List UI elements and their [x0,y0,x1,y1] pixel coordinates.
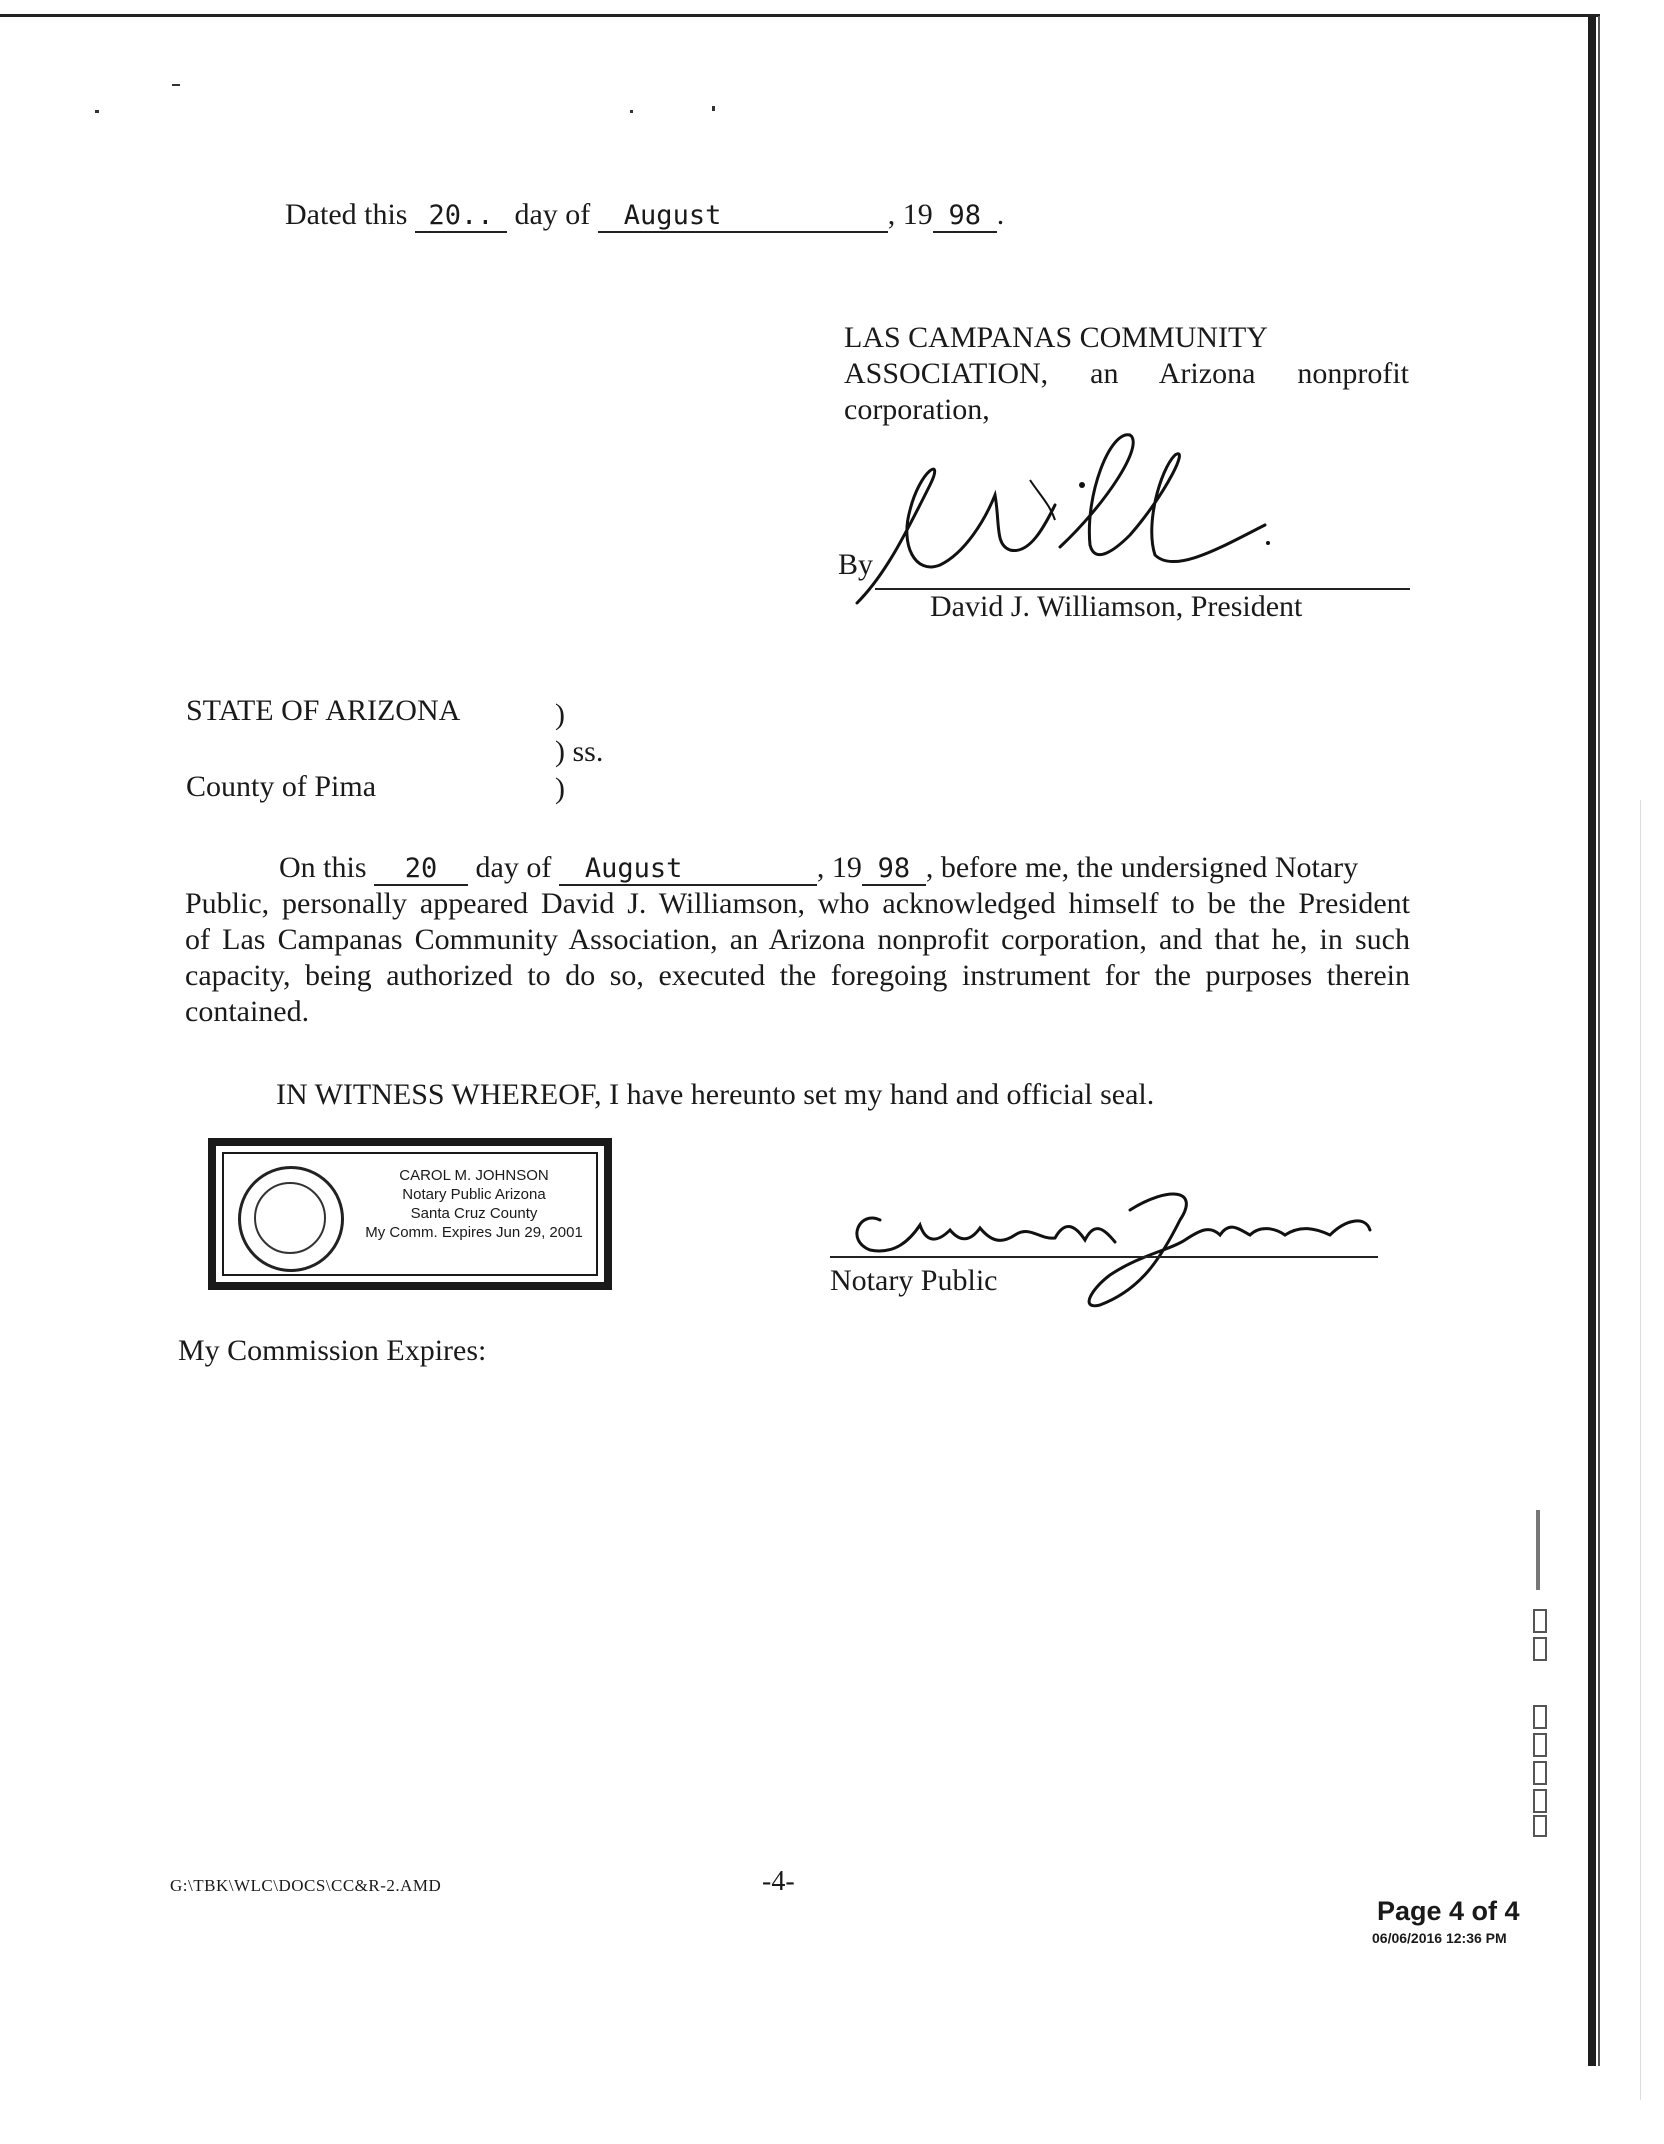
venue-county: County of Pima [186,770,377,803]
dated-prefix: Dated this [285,198,408,231]
notary-public-label: Notary Public [830,1264,998,1297]
acknowledgment-paragraph [185,850,1410,1030]
notary-seal-stamp [208,1138,612,1290]
by-label: By [838,548,874,581]
footer-page-number: -4- [762,1866,795,1897]
scan-speck [172,84,180,86]
signer-name-title: David J. Williamson, President [930,590,1303,623]
scan-right-edge-thin [1598,16,1600,2066]
scan-speck [712,106,715,111]
association-name [844,320,1409,428]
venue-paren-ss: ) ss. [555,735,604,768]
scan-top-border [0,14,1600,17]
notary-seal-text [342,1166,606,1242]
acknowledgment-line-4: capacity, being authorized to do so, executed the foregoing instrument for the purposes therein [185,959,1410,992]
ack-line-1-rest: , before me, the undersigned Notary [925,851,1359,884]
association-line-3: corporation, [844,393,990,426]
venue-state: STATE OF ARIZONA [186,694,461,727]
ack-day-blank: 20 [374,854,468,886]
notary-seal-name: CAROL M. JOHNSON [399,1167,549,1184]
dated-year-blank: 98 [933,201,997,233]
acknowledgment-line-1 [185,850,1410,886]
dated-line [285,198,1004,233]
association-line-2: ASSOCIATION, an Arizona nonprofit [844,357,1409,390]
scan-speck [630,110,633,113]
dated-end: . [996,198,1005,231]
acknowledgment-line-2: Public, personally appeared David J. Williamson, who acknowledged himself to be the President [185,887,1410,920]
ack-year-prefix: , 19 [816,851,862,884]
dated-day-of: day of [514,198,591,231]
dated-year-prefix: , 19 [887,198,933,231]
scan-right-edge [1588,16,1596,2066]
ack-month-blank: August [559,854,817,886]
witness-clause: IN WITNESS WHEREOF, I have hereunto set my hand and official seal. [276,1078,1155,1111]
venue-paren-top: ) [555,698,565,731]
notary-seal-inner-border [222,1152,598,1276]
venue-paren-bottom: ) [555,772,565,805]
commission-expires-label: My Commission Expires: [178,1334,487,1367]
acknowledgment-line-3: of Las Campanas Community Association, an Arizona nonprofit corporation, and that he, in such [185,923,1410,956]
page-stamp: Page 4 of 4 [1377,1896,1520,1926]
page-stamp-datetime: 06/06/2016 12:36 PM [1372,1930,1507,1946]
association-line-1: LAS CAMPANAS COMMUNITY [844,321,1268,354]
ack-on-this: On this [279,851,367,884]
notary-seal-county: Santa Cruz County [410,1205,538,1222]
dated-month-blank: August [598,201,888,233]
ack-year-blank: 98 [862,854,926,886]
footer-file-path: G:\TBK\WLC\DOCS\CC&R-2.AMD [170,1876,442,1895]
acknowledgment-line-5: contained. [185,995,310,1028]
vertical-recording-mark [1532,1510,1552,1840]
ack-day-of: day of [475,851,552,884]
president-signature [845,425,1275,615]
notary-seal-expiry: My Comm. Expires Jun 29, 2001 [365,1224,583,1241]
dated-day-blank: 20.. [415,201,507,233]
state-seal-inner-icon [254,1182,326,1254]
notary-signature-line [830,1256,1378,1258]
notary-seal-title: Notary Public Arizona [402,1186,546,1203]
scan-faint-line [1640,800,1641,2100]
scan-speck [95,110,99,113]
